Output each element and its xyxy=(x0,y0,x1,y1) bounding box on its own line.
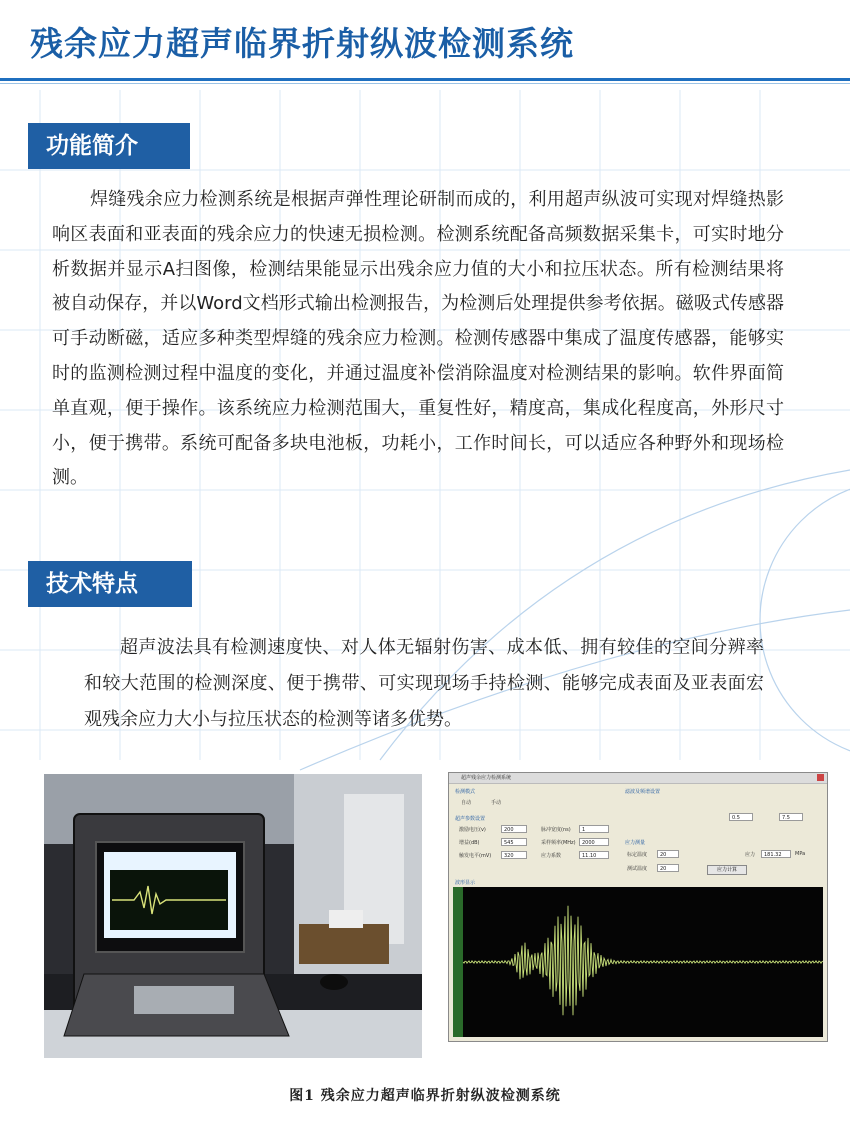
group-wave: 波形显示 xyxy=(455,880,476,886)
waveform-plot xyxy=(463,887,823,1037)
result-label: 应力 xyxy=(745,852,756,858)
param-label-sample: 采样频率(MHz) xyxy=(541,840,576,846)
temp-calib-field[interactable]: 20 xyxy=(657,850,679,858)
software-window xyxy=(448,772,828,1042)
mode-auto-radio[interactable]: 自动 xyxy=(461,800,472,806)
instrument-photo xyxy=(44,774,422,1058)
section-body-features: 焊缝残余应力检测系统是根据声弹性理论研制而成的，利用超声纵波可实现对焊缝热影响区表面和亚表面的残余应力的快速无损检测。检测系统配备高频数据采集卡，可实时地分析数据并显示A扫图像，检测结果能显示出残余应力值的大小和拉压状态。所有检测结果将被自动保存，并以Word文档形式输出检测报告，为检测后处理提供参考依据。磁吸式传感器可手动断磁，适应多种类型焊缝的残余应力检测。检测传感器中集成了温度传感器，能够实时的监测检测过程中温度的变化，并通过温度补偿消除温度对检测结果的影响。软件界面简单直观，便于操作。该系统应力检测范围大，重复性好，精度高，集成化程度高，外形尺寸小，便于携带。系统可配备多块电池板，功耗小，工作时间长，可以适应各种野外和现场检测。 xyxy=(52,189,784,489)
section-heading-features: 功能简介 xyxy=(28,123,190,169)
param-voltage-field[interactable]: 200 xyxy=(501,825,527,833)
calc-stress-button[interactable]: 应力计算 xyxy=(707,865,747,875)
filter-low-field[interactable]: 0.5 xyxy=(729,813,753,821)
document-title: 残余应力超声临界折射纵波检测系统 xyxy=(30,24,574,63)
waveform-trace xyxy=(463,906,823,1016)
close-icon[interactable] xyxy=(817,774,824,781)
title-rule xyxy=(0,78,850,81)
section-heading-advantages: 技术特点 xyxy=(28,561,192,607)
group-filter: 滤波及频谱设置 xyxy=(625,789,661,795)
software-title: 超声残余应力检测系统 xyxy=(461,775,512,781)
temp-label-test: 测试温度 xyxy=(627,866,648,872)
mode-manual-radio[interactable]: 手动 xyxy=(491,800,502,806)
param-sample-field[interactable]: 2000 xyxy=(579,838,609,846)
figure-caption: 图1 残余应力超声临界折射纵波检测系统 xyxy=(289,1088,561,1104)
result-value: 181.32 xyxy=(761,850,791,858)
temp-label-calib: 标定温度 xyxy=(627,852,648,858)
waveform-display xyxy=(463,887,823,1037)
param-label-gain: 增益(dB) xyxy=(459,840,480,846)
param-gain-field[interactable]: 545 xyxy=(501,838,527,846)
group-params: 超声参数设置 xyxy=(455,816,486,822)
wave-axis-strip xyxy=(453,887,463,1037)
filter-high-field[interactable]: 7.5 xyxy=(779,813,803,821)
group-mode: 检测模式 xyxy=(455,789,476,795)
temp-test-field[interactable]: 20 xyxy=(657,864,679,872)
param-trigger-field[interactable]: 320 xyxy=(501,851,527,859)
param-pulse-field[interactable]: 1 xyxy=(579,825,609,833)
section-body-advantages: 超声波法具有检测速度快、对人体无辐射伤害、成本低、拥有较佳的空间分辨率和较大范围的检测深度、便于携带、可实现现场手持检测、能够完成表面及亚表面宏观残余应力大小与拉压状态的检测等诸多优势。 xyxy=(84,637,764,730)
param-label-voltage: 激励电压(v) xyxy=(459,827,486,833)
instrument-illustration xyxy=(44,774,422,1058)
group-result: 应力测量 xyxy=(625,840,646,846)
param-coef-field[interactable]: 11.10 xyxy=(579,851,609,859)
param-label-coef: 应力系数 xyxy=(541,853,562,859)
result-unit: MPa xyxy=(795,851,806,857)
title-rule-thin xyxy=(0,83,850,84)
param-label-pulse: 脉冲宽度(ns) xyxy=(541,827,571,833)
param-label-trigger: 触发电平(mV) xyxy=(459,853,492,859)
software-titlebar xyxy=(449,773,827,784)
